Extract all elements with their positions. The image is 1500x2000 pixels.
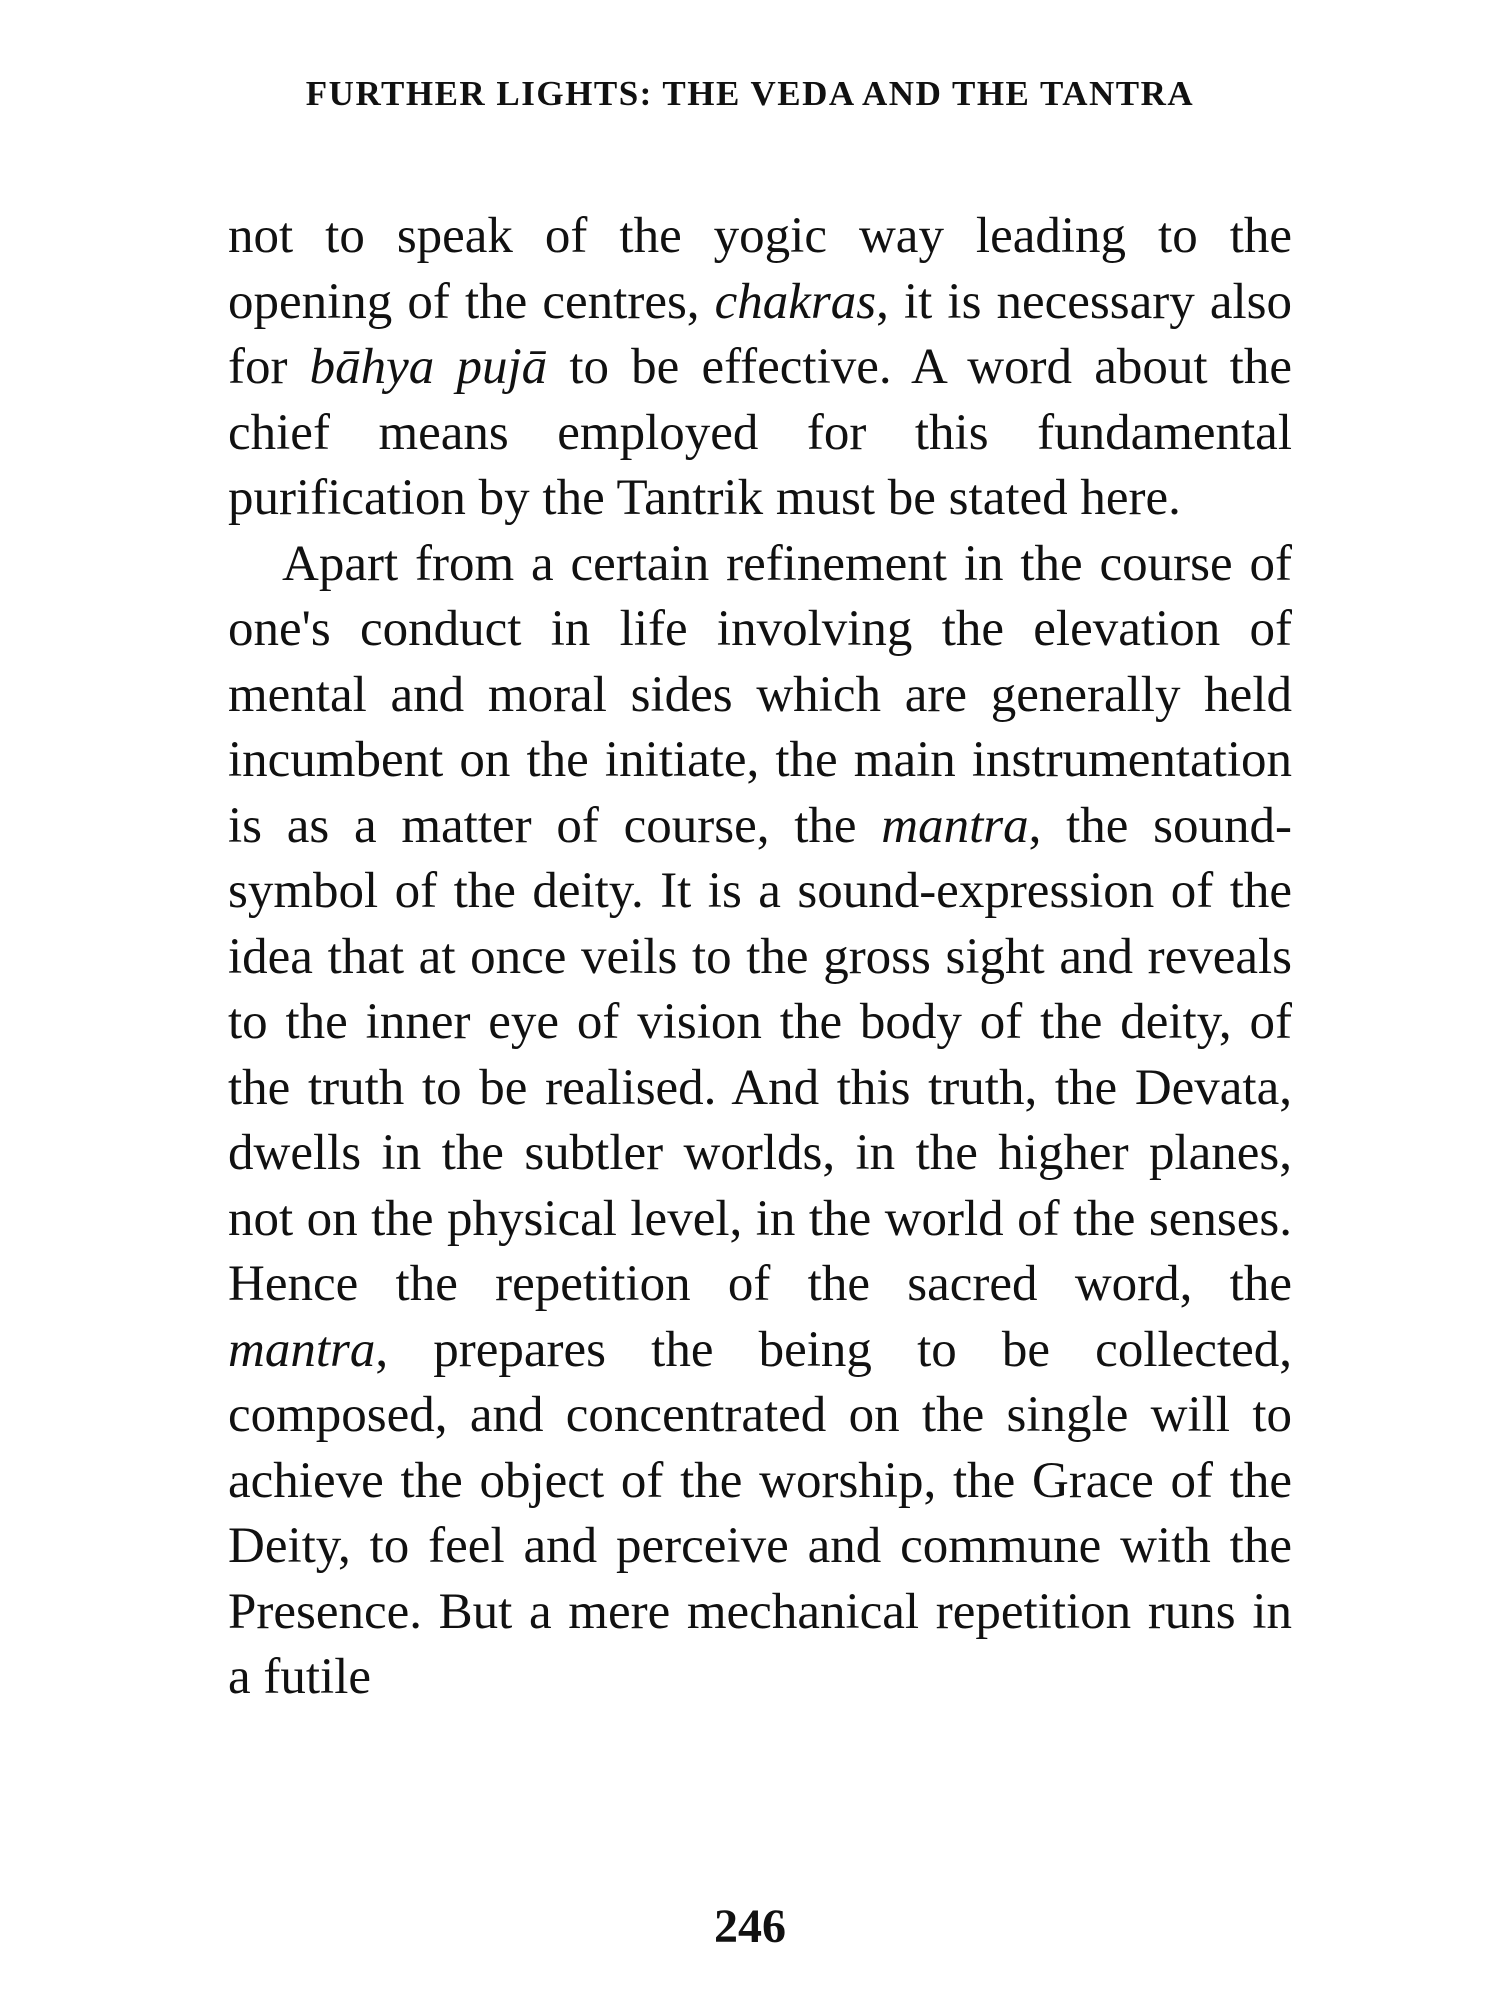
paragraph-2-italic-mantra-2: mantra [228, 1321, 376, 1378]
paragraph-1-italic-bahya-puja: bāhya pujā [309, 339, 548, 395]
paragraph-2-italic-mantra-1: mantra [881, 797, 1029, 854]
paragraph-1-italic-chakras: chakras [714, 273, 877, 330]
paragraph-2-text-1: Apart from a certain refinement in the course of one's conduct in life involving the elevation of mental and moral sides which are generally held incumbent on the initiate, the main instrumentation is as a matter of course, the [228, 535, 1292, 854]
body-text [228, 204, 1292, 1711]
paragraph-2-text-2: , the sound-symbol of the deity. It is a sound-expression of the idea that at once veils to the gross sight and reveals to the inner eye of vision the body of the deity, of the truth to be realised. And this truth, the Devata, dwells in the subtler worlds, in the higher planes, not on the physical level, in the world of the senses. Hence the repetition of the sacred word, the [228, 797, 1293, 1312]
paragraph-2-text-3: , prepares the being to be collected, composed, and concentrated on the single will to achieve the object of the worship, the Grace of the Deity, to feel and perceive and commune with the Presence. But a mere mechanical repetition runs in a futile [228, 1321, 1292, 1705]
page-number: 246 [714, 1900, 786, 1953]
paragraph-1 [228, 204, 1292, 532]
paragraph-1-text-3: to be effective. A word about the chief means employed for this fundamental purification by the Tantrik must be stated here. [228, 339, 1292, 526]
paragraph-1-text-2: , it is necessary also for [228, 273, 1292, 395]
paragraph-1-text-1: not to speak of the yogic way leading to the opening of the centres, [228, 208, 1292, 330]
paragraph-2 [228, 532, 1292, 1711]
running-head: FURTHER LIGHTS: THE VEDA AND THE TANTRA [305, 74, 1195, 113]
